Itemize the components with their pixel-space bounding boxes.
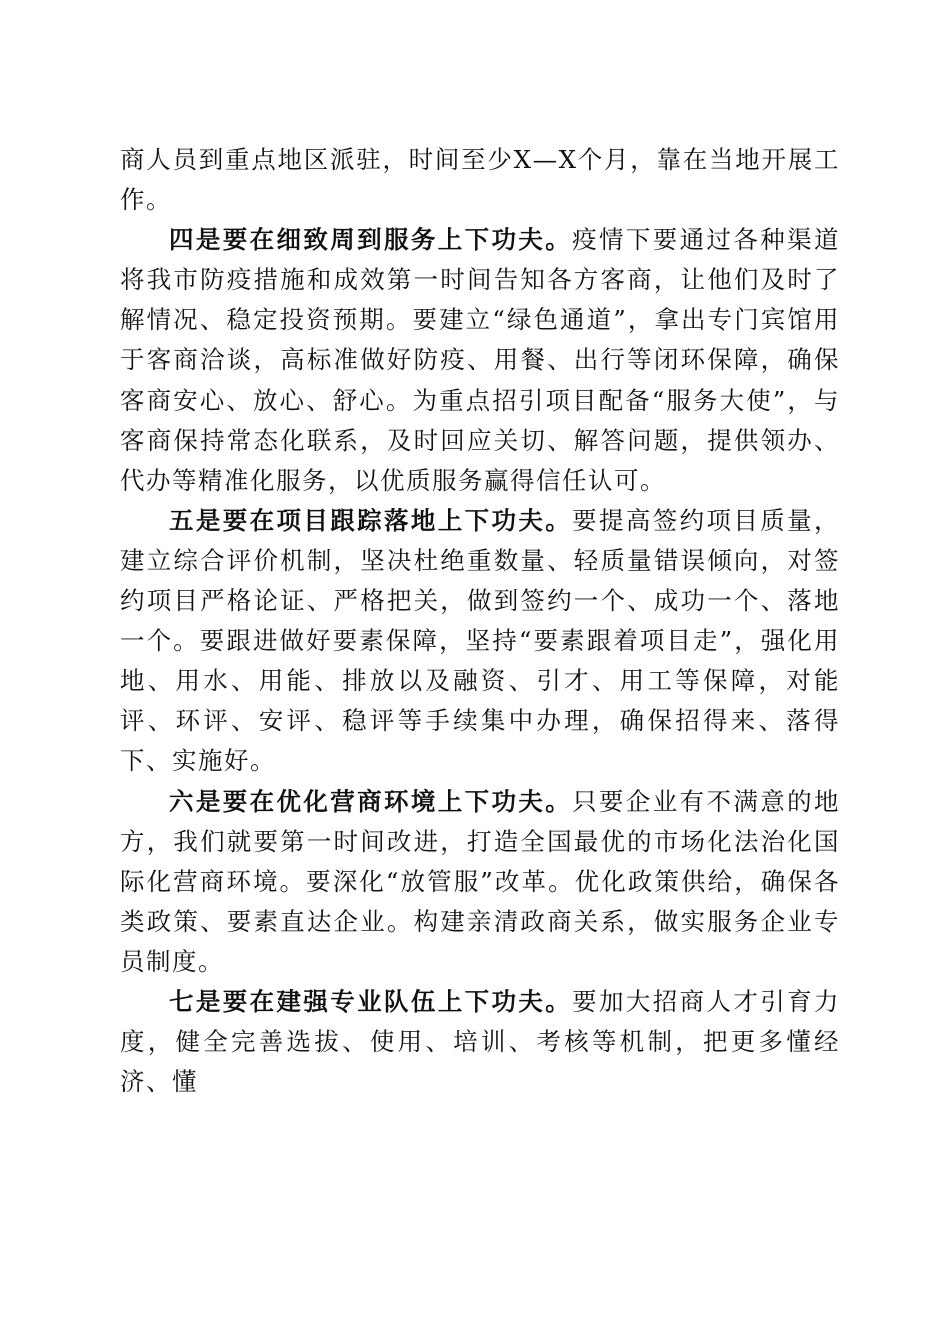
paragraph-2-body: 疫情下要通过各种渠道将我市防疫措施和成效第一时间告知各方客商，让他们及时了解情况、稳定投资预期。要建立“绿色通道”，拿出专门宾馆用于客商洽谈，高标准做好防疫、用餐、出行等闭环保障，确保客商安心、放心、舒心。为重点招引项目配备“服务大使”，与客商保持常态化联系，及时回应关切、解答问题，提供领办、代办等精准化服务，以优质服务赢得信任认可。	[120, 225, 840, 495]
paragraph-1-body: 商人员到重点地区派驻，时间至少X—X个月，靠在当地开展工作。	[120, 145, 840, 215]
paragraph-5-body: 要加大招商人才引育力度，健全完善选拔、使用、培训、考核等机制，把更多懂经济、懂	[120, 986, 840, 1097]
paragraph-3	[120, 501, 840, 782]
paragraph-2	[120, 220, 840, 501]
paragraph-3-body: 要提高签约项目质量，建立综合评价机制，坚决杜绝重数量、轻质量错误倾向，对签约项目严格论证、严格把关，做到签约一个、成功一个、落地一个。要跟进做好要素保障，坚持“要素跟着项目走”，强化用地、用水、用能、排放以及融资、引才、用工等保障，对能评、环评、安评、稳评等手续集中办理，确保招得来、落得下、实施好。	[120, 505, 840, 776]
paragraph-4	[120, 782, 840, 982]
paragraph-5-lead: 七是要在建强专业队伍上下功夫。	[169, 986, 573, 1016]
paragraph-4-body: 只要企业有不满意的地方，我们就要第一时间改进，打造全国最优的市场化法治化国际化营商环境。要深化“放管服”改革。优化政策供给，确保各类政策、要素直达企业。构建亲清政商关系，做实服务企业专员制度。	[120, 786, 840, 976]
paragraph-3-lead: 五是要在项目跟踪落地上下功夫。	[169, 505, 573, 535]
paragraph-2-lead: 四是要在细致周到服务上下功夫。	[169, 225, 573, 255]
paragraph-4-lead: 六是要在优化营商环境上下功夫。	[169, 786, 573, 816]
paragraph-5	[120, 982, 840, 1102]
document-body	[120, 140, 840, 1102]
paragraph-1	[120, 140, 840, 220]
